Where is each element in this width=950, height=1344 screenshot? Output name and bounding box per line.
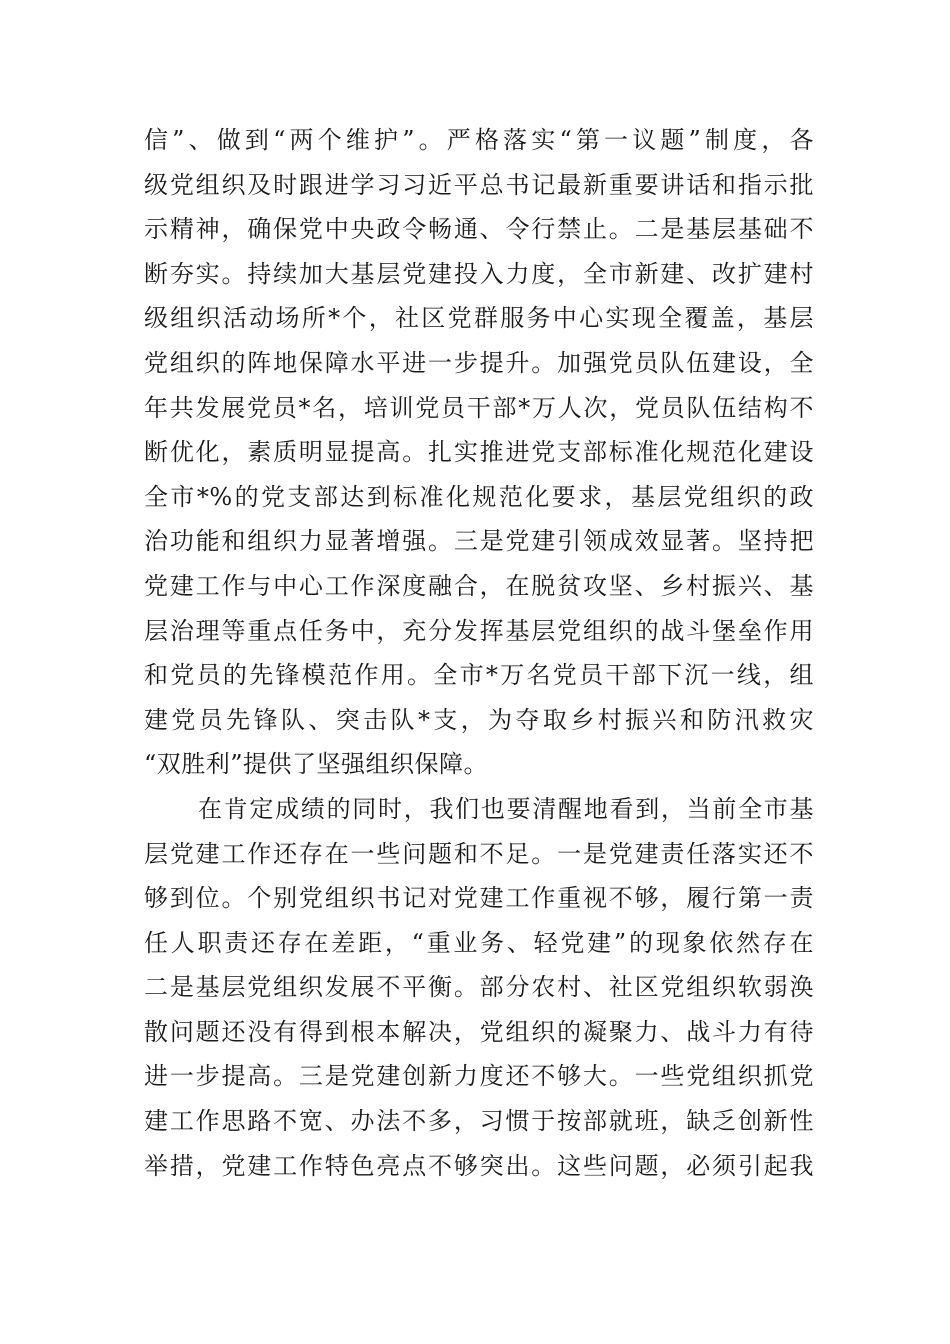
paragraph-problems <box>144 787 814 1188</box>
text-line: 断夯实。持续加大基层党建投入力度，全市新建、改扩建村 <box>144 259 814 288</box>
text-line: 治功能和组织力显著增强。三是党建引领成效显著。坚持把 <box>144 527 814 556</box>
text-line: 示精神，确保党中央政令畅通、令行禁止。二是基层基础不 <box>144 215 814 244</box>
text-line: 散问题还没有得到根本解决，党组织的凝聚力、战斗力有待 <box>144 1017 814 1046</box>
text-line: 任人职责还存在差距，“重业务、轻党建”的现象依然存在 <box>144 928 814 957</box>
text-line: 级党组织及时跟进学习习近平总书记最新重要讲话和指示批 <box>144 170 814 199</box>
text-line: 和党员的先锋模范作用。全市*万名党员干部下沉一线，组 <box>144 661 814 690</box>
paragraph-achievements <box>144 118 814 787</box>
document-body <box>144 118 814 1188</box>
text-line: 党建工作与中心工作深度融合，在脱贫攻坚、乡村振兴、基 <box>144 571 814 600</box>
text-line: “双胜利”提供了坚强组织保障。 <box>144 750 489 779</box>
text-line: 举措，党建工作特色亮点不够突出。这些问题，必须引起我 <box>144 1151 814 1180</box>
text-line: 级组织活动场所*个，社区党群服务中心实现全覆盖，基层 <box>144 304 814 333</box>
text-line: 建党员先锋队、突击队*支，为夺取乡村振兴和防汛救灾 <box>144 705 814 734</box>
text-line: 断优化，素质明显提高。扎实推进党支部标准化规范化建设 <box>144 438 814 467</box>
text-line: 够到位。个别党组织书记对党建工作重视不够，履行第一责 <box>144 884 814 913</box>
text-line: 层治理等重点任务中，充分发挥基层党组织的战斗堡垒作用 <box>144 616 814 645</box>
text-line: 党组织的阵地保障水平进一步提升。加强党员队伍建设，全 <box>144 348 814 377</box>
text-line: 年共发展党员*名，培训党员干部*万人次，党员队伍结构不 <box>144 393 814 422</box>
text-line: 进一步提高。三是党建创新力度还不够大。一些党组织抓党 <box>144 1062 814 1091</box>
text-line: 层党建工作还存在一些问题和不足。一是党建责任落实还不 <box>144 839 814 868</box>
text-line: 全市*%的党支部达到标准化规范化要求，基层党组织的政 <box>144 482 814 511</box>
text-line: 在肯定成绩的同时，我们也要清醒地看到，当前全市基 <box>198 794 814 823</box>
text-line: 建工作思路不宽、办法不多，习惯于按部就班，缺乏创新性 <box>144 1107 814 1136</box>
text-line: 信”、做到“两个维护”。严格落实“第一议题”制度，各 <box>144 126 814 154</box>
text-line: 二是基层党组织发展不平衡。部分农村、社区党组织软弱涣 <box>144 973 814 1002</box>
